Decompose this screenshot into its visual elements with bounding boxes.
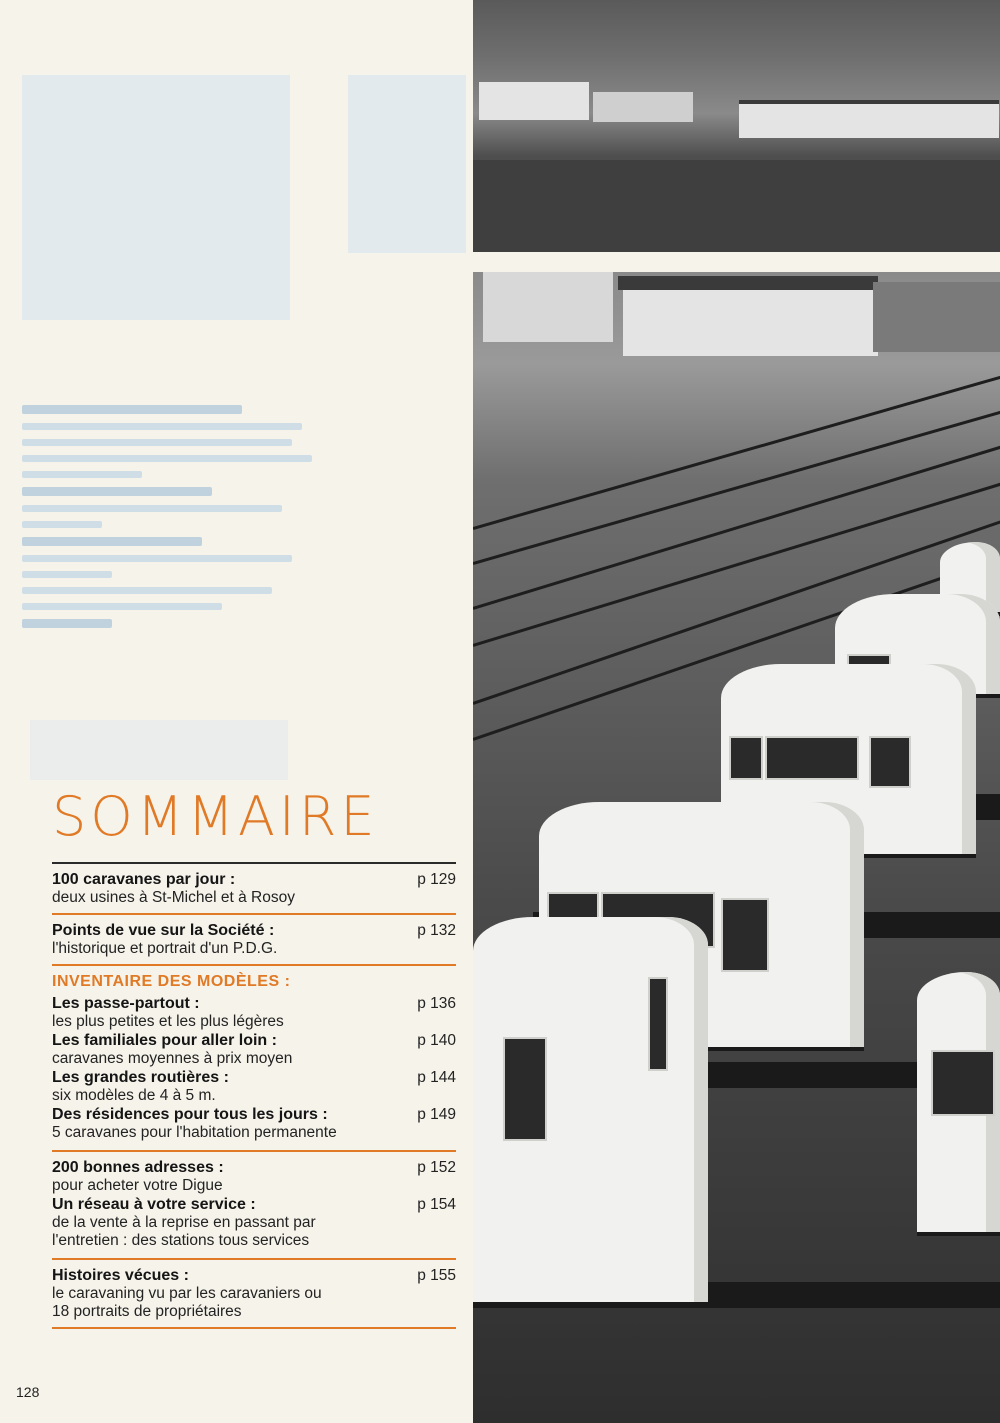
caravans-on-train-photo xyxy=(473,272,1000,1423)
toc-entry-subtitle: le caravaning vu par les caravaniers ou xyxy=(52,1285,322,1302)
print-through-text xyxy=(22,405,322,637)
toc-entry xyxy=(52,1266,456,1321)
toc-entry-heading: Des résidences pour tous les jours : xyxy=(52,1106,328,1123)
factory-landscape-photo xyxy=(473,0,1000,252)
toc-entry xyxy=(52,1105,456,1142)
toc-entry-heading: Les grandes routières : xyxy=(52,1069,229,1086)
toc-entry xyxy=(52,870,456,907)
page-title: SOMMAIRE xyxy=(52,785,379,848)
toc-page-ref: p 154 xyxy=(417,1196,456,1213)
table-of-contents xyxy=(52,862,456,1335)
divider xyxy=(52,964,456,966)
toc-entry-subtitle: pour acheter votre Digue xyxy=(52,1177,223,1194)
toc-page-ref: p 132 xyxy=(417,922,456,939)
divider xyxy=(52,1150,456,1152)
toc-page-ref: p 136 xyxy=(417,995,456,1012)
toc-entry-subtitle: 5 caravanes pour l'habitation permanente xyxy=(52,1124,337,1141)
toc-page-ref: p 140 xyxy=(417,1032,456,1049)
toc-entry-heading: 200 bonnes adresses : xyxy=(52,1159,224,1176)
toc-page-ref: p 149 xyxy=(417,1106,456,1123)
toc-entry xyxy=(52,921,456,958)
toc-entry xyxy=(52,1195,456,1250)
toc-entry xyxy=(52,994,456,1031)
toc-entry-subtitle-line2: l'entretien : des stations tous services xyxy=(52,1232,310,1249)
toc-page-ref: p 155 xyxy=(417,1267,456,1284)
toc-entry-subtitle: de la vente à la reprise en passant par xyxy=(52,1214,316,1231)
toc-entry-heading: Les passe-partout : xyxy=(52,995,200,1012)
toc-entry-subtitle: caravanes moyennes à prix moyen xyxy=(52,1050,293,1067)
print-through-block xyxy=(348,75,466,253)
toc-entry-subtitle: six modèles de 4 à 5 m. xyxy=(52,1087,216,1104)
toc-entry-subtitle: deux usines à St-Michel et à Rosoy xyxy=(52,889,295,906)
toc-page-ref: p 152 xyxy=(417,1159,456,1176)
toc-entry-subtitle: les plus petites et les plus légères xyxy=(52,1013,284,1030)
divider xyxy=(52,913,456,915)
toc-entry xyxy=(52,1068,456,1105)
toc-entry-subtitle-line2: 18 portraits de propriétaires xyxy=(52,1303,242,1320)
divider xyxy=(52,862,456,864)
toc-entry-heading: Histoires vécues : xyxy=(52,1267,189,1284)
toc-page-ref: p 144 xyxy=(417,1069,456,1086)
toc-entry-heading: Points de vue sur la Société : xyxy=(52,922,275,939)
section-heading: INVENTAIRE DES MODÈLES : xyxy=(52,973,291,990)
toc-entry-heading: Les familiales pour aller loin : xyxy=(52,1032,277,1049)
divider xyxy=(52,1258,456,1260)
page-number: 128 xyxy=(16,1384,40,1400)
print-through-block xyxy=(30,720,288,780)
toc-entry-heading: 100 caravanes par jour : xyxy=(52,871,236,888)
toc-entry xyxy=(52,1031,456,1068)
toc-entry-subtitle: l'historique et portrait d'un P.D.G. xyxy=(52,940,278,957)
divider xyxy=(52,1327,456,1329)
toc-entry xyxy=(52,1158,456,1195)
print-through-block xyxy=(22,75,290,320)
toc-page-ref: p 129 xyxy=(417,871,456,888)
toc-entry-heading: Un réseau à votre service : xyxy=(52,1196,256,1213)
